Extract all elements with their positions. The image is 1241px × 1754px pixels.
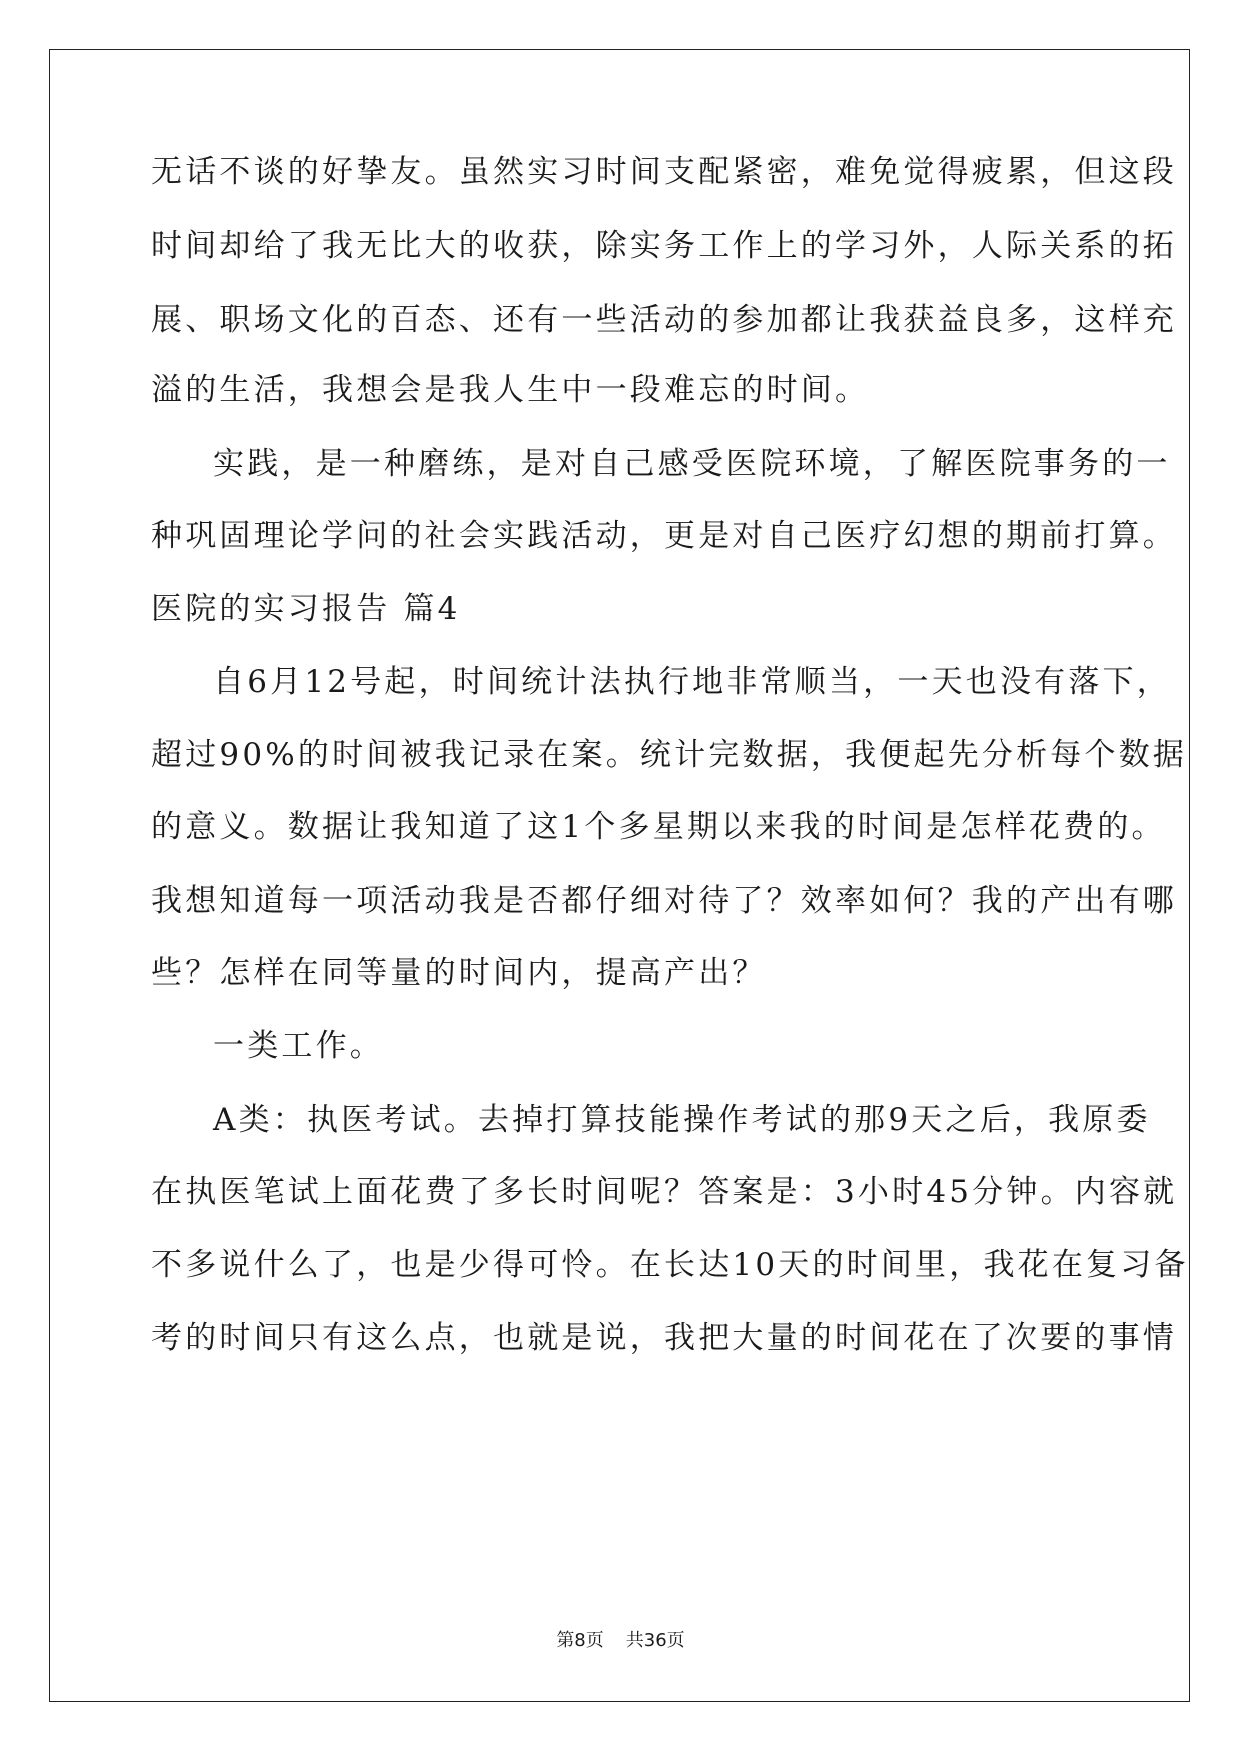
body-line: 考的时间只有这么点，也就是说，我把大量的时间花在了次要的事情 [151, 1320, 1177, 1356]
page-total: 共36页 [625, 1630, 685, 1651]
body-line: 超过90%的时间被我记录在案。统计完数据，我便起先分析每个数据 [151, 737, 1188, 773]
page-border [49, 49, 1190, 1702]
body-line: 不多说什么了，也是少得可怜。在长达10天的时间里，我花在复习备 [151, 1247, 1189, 1283]
page-footer [0, 1626, 1241, 1652]
body-line: 种巩固理论学问的社会实践活动，更是对自己医疗幻想的期前打算。 [151, 518, 1177, 554]
body-line: 无话不谈的好挚友。虽然实习时间支配紧密，难免觉得疲累，但这段 [151, 154, 1177, 190]
page-number: 第8页 [556, 1630, 604, 1651]
body-line: 在执医笔试上面花费了多长时间呢？答案是：3小时45分钟。内容就 [151, 1174, 1178, 1210]
body-line: 自6月12号起，时间统计法执行地非常顺当，一天也没有落下， [213, 664, 1171, 700]
section-heading: 医院的实习报告 篇4 [151, 591, 461, 627]
body-line: 时间却给了我无比大的收获，除实务工作上的学习外，人际关系的拓 [151, 228, 1177, 264]
body-line: A类：执医考试。去掉打算技能操作考试的那9天之后，我原委 [213, 1102, 1151, 1138]
body-line: 一类工作。 [213, 1028, 384, 1064]
body-line: 的意义。数据让我知道了这1个多星期以来我的时间是怎样花费的。 [151, 809, 1166, 845]
body-line: 展、职场文化的百态、还有一些活动的参加都让我获益良多，这样充 [151, 302, 1177, 338]
body-line: 溢的生活，我想会是我人生中一段难忘的时间。 [151, 372, 870, 408]
body-line: 我想知道每一项活动我是否都仔细对待了？效率如何？我的产出有哪 [151, 883, 1177, 919]
body-line: 些？怎样在同等量的时间内，提高产出？ [151, 955, 767, 991]
body-line: 实践，是一种磨练，是对自己感受医院环境，了解医院事务的一 [213, 446, 1171, 482]
